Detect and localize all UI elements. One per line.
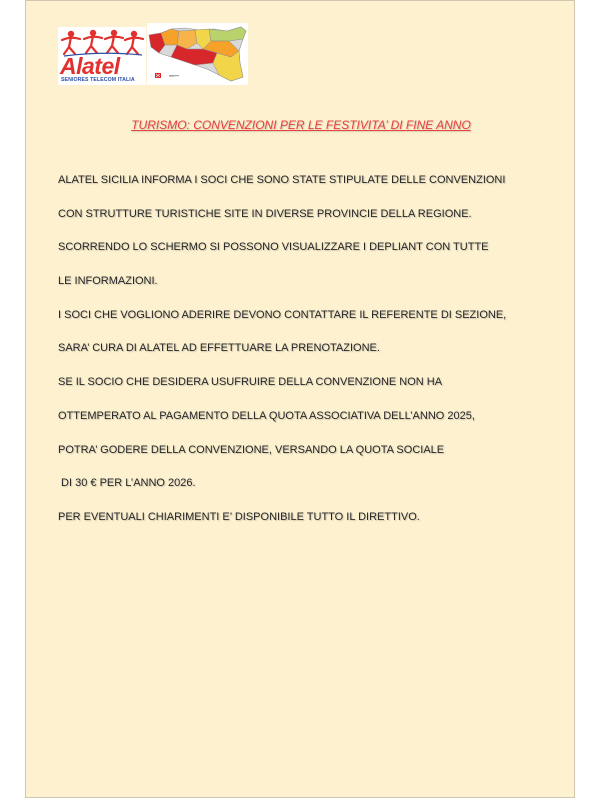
document-title: TURISMO: CONVENZIONI PER LE FESTIVITA’ DI FINE ANNO <box>131 118 471 132</box>
body-line: SE IL SOCIO CHE DESIDERA USUFRUIRE DELLA CONVENZIONE NON HA <box>58 376 443 389</box>
logo-wordmark: Alatel <box>60 53 120 79</box>
body-line: PER EVENTUALI CHIARIMENTI E’ DISPONIBILE TUTTO IL DIRETTIVO. <box>58 510 420 523</box>
body-line: CON STRUTTURE TURISTICHE SITE IN DIVERSE PROVINCIE DELLA REGIONE. <box>58 207 472 220</box>
document-page <box>25 0 575 798</box>
alatel-logo <box>58 27 146 85</box>
announcement-body <box>58 171 558 542</box>
body-line: POTRA’ GODERE DELLA CONVENZIONE, VERSANDO LA QUOTA SOCIALE <box>58 443 445 456</box>
body-line: I SOCI CHE VOGLIONO ADERIRE DEVONO CONTATTARE IL REFERENTE DI SEZIONE, <box>58 308 507 321</box>
logo-tagline: SENIORES TELECOM ITALIA <box>61 77 135 83</box>
body-line: DI 30 € PER L’ANNO 2026. <box>58 477 196 490</box>
body-line: SARA’ CURA DI ALATEL AD EFFETTUARE LA PRENOTAZIONE. <box>58 342 380 355</box>
sicily-map-graphic <box>147 23 248 85</box>
body-line: ALATEL SICILIA INFORMA I SOCI CHE SONO STATE STIPULATE DELLE CONVENZIONI <box>58 174 506 186</box>
body-line: OTTEMPERATO AL PAGAMENTO DELLA QUOTA ASSOCIATIVA DELL’ANNO 2025, <box>58 409 475 422</box>
body-line: SCORRENDO LO SCHERMO SI POSSONO VISUALIZZARE I DEPLIANT CON TUTTE <box>58 241 489 254</box>
sicily-map <box>147 23 248 85</box>
map-legend-label: Sicilia <box>169 76 175 78</box>
body-line: LE INFORMAZIONI. <box>58 275 158 288</box>
